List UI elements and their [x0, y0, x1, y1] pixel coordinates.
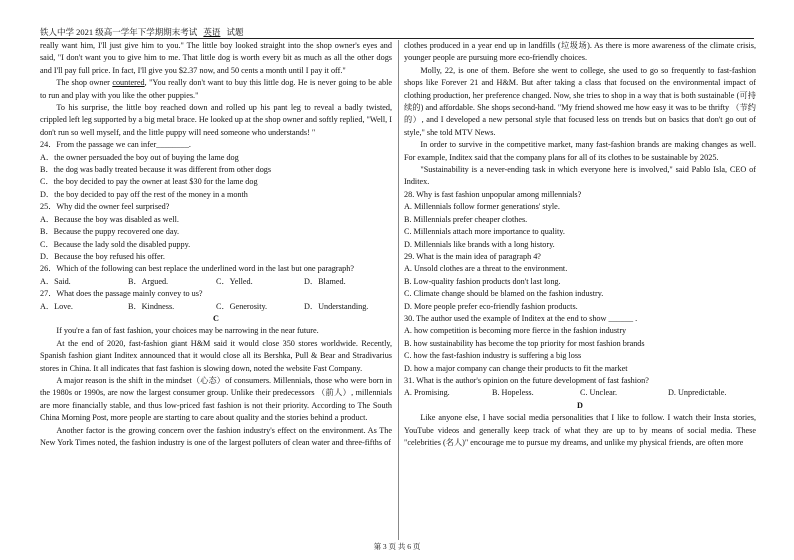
option[interactable]: A．the owner persuaded the boy out of buying the lame dog: [40, 152, 239, 162]
passage-paragraph: Molly, 22, is one of them. Before she went to college, she used to go so frequently to fast-fashion shops like Forever 21 and H&M. But after taking a class that focused on the environmental impact of clothing production, her preference changed. Now, she tries to shop in a way that is both sustainable (可持续的) and affordable. She shops second-hand. "My friend showed me how easy it was to be thrifty （节约的）, and I developed a new personal style that focused less on trends but on basics that don't go out of style," she told MTV News.: [404, 65, 756, 137]
question-31-options: [404, 387, 756, 399]
page-footer: 第 3 页 共 6 页: [373, 542, 421, 551]
option[interactable]: B. Millennials prefer cheaper clothes.: [404, 214, 528, 224]
option[interactable]: B．the dog was badly treated because it was different from other dogs: [40, 165, 272, 175]
option[interactable]: C. Climate change should be blamed on the fashion industry.: [404, 289, 604, 299]
option[interactable]: A．Love.: [40, 301, 73, 311]
page-header: [40, 26, 244, 38]
header-subject: 英语: [203, 27, 221, 37]
option[interactable]: C. Millennials attach more importance to quality.: [404, 227, 565, 237]
option[interactable]: B．Argued.: [128, 276, 169, 286]
underlined-word: countered: [112, 78, 145, 88]
option[interactable]: A．Because the boy was disabled as well.: [40, 214, 179, 224]
option[interactable]: B. how sustainability has become the top priority for most fashion brands: [404, 338, 645, 348]
section-heading-d: D: [577, 400, 583, 410]
option[interactable]: D. how a major company can change their products to fit the market: [404, 363, 628, 373]
passage-paragraph: The shop owner countered, "You really don't want to buy this little dog. He is never going to be able to run and play with you like the other puppies.": [40, 78, 392, 100]
option[interactable]: A. Unsold clothes are a threat to the environment.: [404, 264, 568, 274]
option[interactable]: C. how the fast-fashion industry is suffering a big loss: [404, 351, 582, 361]
passage-paragraph: really want him, I'll just give him to you." The little boy looked straight into the shop owner's eyes and said, "I don't want you to give him to me. That little dog is worth every bit as much as all the other dogs and I'll pay full price. In fact, I'll give you $2.37 now, and 50 cents a month until I pay it off.": [40, 41, 392, 75]
option[interactable]: A. Millennials follow former generations' style.: [404, 202, 560, 212]
question-26-options: [40, 276, 392, 288]
option[interactable]: B. Hopeless.: [492, 388, 534, 398]
header-prefix: 铁人中学 2021 级高一学年下学期期末考试: [40, 27, 198, 37]
option[interactable]: B．Because the puppy recovered one day.: [40, 227, 180, 237]
option[interactable]: D．Blamed.: [304, 276, 346, 286]
option[interactable]: D. Millennials like brands with a long history.: [404, 239, 555, 249]
passage-paragraph: A major reason is the shift in the mindset（心态）of consumers. Millennials, those who were born in the 1980s or 1990s, are now the largest consumer group. Unlike their predecessors （前人）, millennials are more financially stable, and thus low-priced fast fashion is not their priority. According to The South China Morning Post, more people are starting to care about quality and the stories behind a product.: [40, 375, 392, 423]
question-30: 30. The author used the example of Inditex at the end to show ______ .: [404, 313, 638, 323]
option[interactable]: B．Kindness.: [128, 301, 175, 311]
option[interactable]: D. More people prefer eco-friendly fashion products.: [404, 301, 578, 311]
passage-paragraph: At the end of 2020, fast-fashion giant H&M said it would close 350 stores worldwide. Recently, Spanish fashion giant Inditex announced that it would close all its Bershka, Pull & Bear and Stradivarius stores in China. It all indicates that fast fashion is slowing down, noted the website Fast Company.: [40, 338, 392, 373]
passage-paragraph: clothes produced in a year end up in landfills (垃圾场). As there is more awareness of the climate crisis, younger people are pursuing more eco-friendly choices.: [404, 41, 756, 63]
right-column: [404, 40, 756, 449]
option[interactable]: C．the boy decided to pay the owner at least $30 for the lame dog: [40, 177, 258, 187]
left-column: [40, 40, 392, 449]
option[interactable]: D．the boy decided to pay off the rest of the money in a month: [40, 189, 248, 199]
option[interactable]: B. Low-quality fashion products don't last long.: [404, 276, 561, 286]
passage-paragraph: If you're a fan of fast fashion, your choices may be narrowing in the near future.: [56, 326, 319, 336]
option[interactable]: C．Yelled.: [216, 276, 253, 286]
section-heading-c: C: [213, 313, 219, 323]
question-31: 31. What is the author's opinion on the future development of fast fashion?: [404, 375, 649, 385]
question-24: 24．From the passage we can infer________.: [40, 140, 191, 150]
passage-paragraph: In order to survive in the competitive market, many fast-fashion brands are making changes as well. For example, Inditex said that the company plans for all of its clothes to be sustainable by 2025.: [404, 140, 756, 162]
option[interactable]: D．Understanding.: [304, 301, 369, 311]
question-27-options: [40, 301, 392, 313]
option[interactable]: C．Because the lady sold the disabled puppy.: [40, 239, 191, 249]
passage-paragraph: Another factor is the growing concern over the fashion industry's effect on the environment. As The New York Times noted, the fashion industry is one of the largest polluters of clean water and three-fifths of: [40, 425, 392, 447]
passage-paragraph: To his surprise, the little boy reached down and rolled up his pant leg to reveal a badly twisted, crippled left leg supported by a big metal brace. He looked up at the shop owner and softly replied, "Well, I don't run so well myself, and the little puppy will need someone who understands! ": [40, 103, 392, 137]
header-rule: [40, 38, 754, 39]
column-divider: [398, 40, 399, 540]
question-29: 29. What is the main idea of paragraph 4?: [404, 251, 541, 261]
option[interactable]: C．Generosity.: [216, 301, 268, 311]
question-28: 28. Why is fast fashion unpopular among millennials?: [404, 189, 582, 199]
option[interactable]: A. Promising.: [404, 388, 450, 398]
passage-paragraph: "Sustainability is a never-ending task in which everyone here is involved," said Pablo Isla, CEO of Inditex.: [404, 165, 756, 187]
question-25: 25．Why did the owner feel surprised?: [40, 202, 170, 212]
option[interactable]: A. how competition is becoming more fierce in the fashion industry: [404, 326, 627, 336]
question-26: 26．Which of the following can best replace the underlined word in the last but one paragraph?: [40, 264, 354, 274]
option[interactable]: A．Said.: [40, 276, 71, 286]
option[interactable]: C. Unclear.: [580, 388, 618, 398]
option[interactable]: D. Unpredictable.: [668, 388, 727, 398]
passage-paragraph: Like anyone else, I have social media personalities that I like to follow. I watch their Insta stories, YouTube videos and generally keep track of what they are up to by means of social media. These "celebrities (名人)" encourage me to pursue my dreams, and unlike my physical friends, are often more: [404, 413, 756, 447]
option[interactable]: D．Because the boy refused his offer.: [40, 251, 165, 261]
question-27: 27．What does the passage mainly convey to us?: [40, 289, 203, 299]
header-suffix: 试题: [226, 27, 244, 37]
